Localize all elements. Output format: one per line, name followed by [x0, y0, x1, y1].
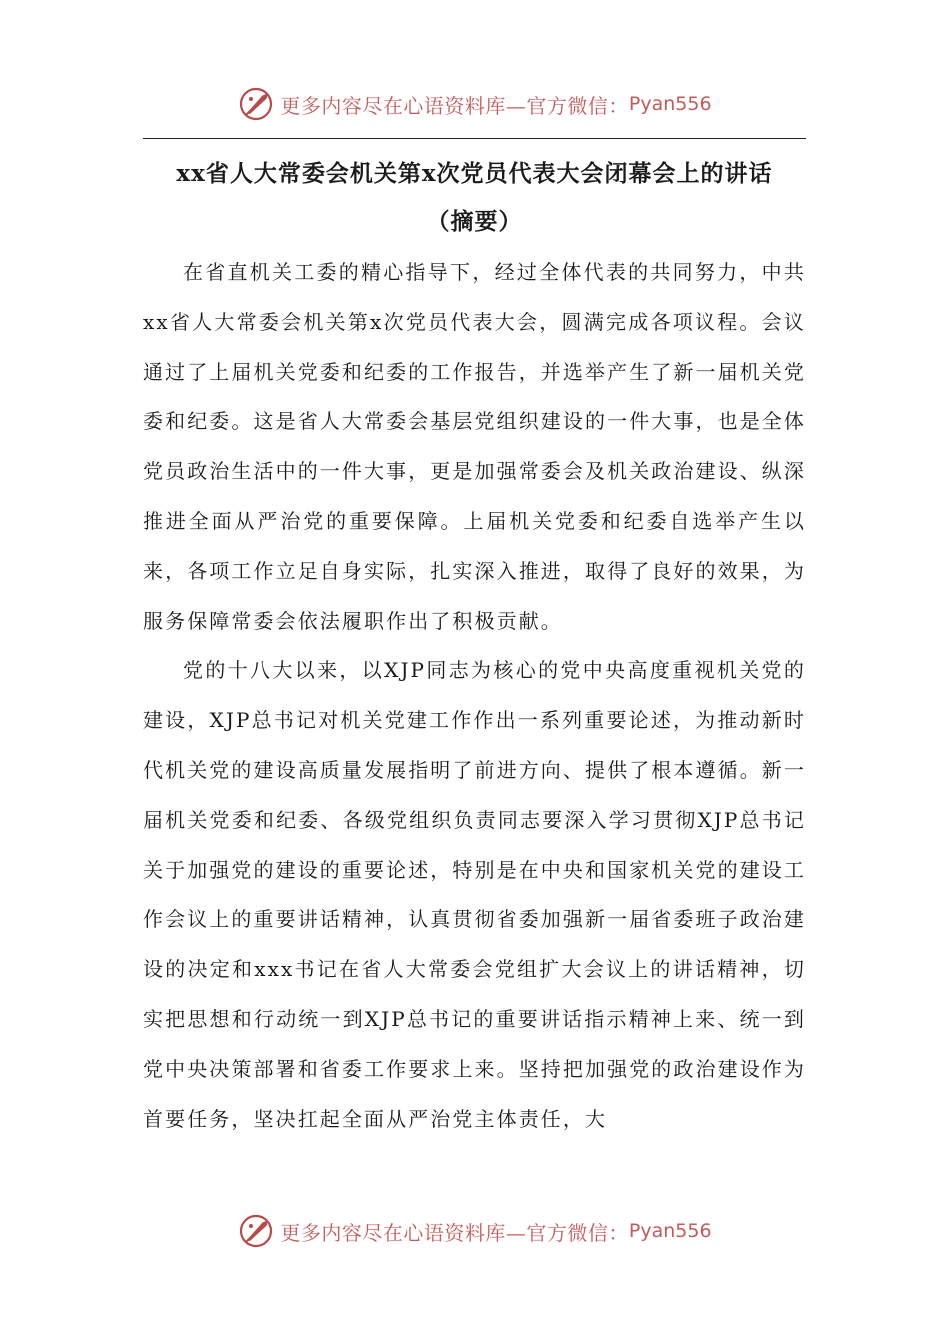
- document-title: xx省人大常委会机关第x次党员代表大会闭幕会上的讲话: [176, 160, 773, 187]
- quill-logo-icon: [238, 1213, 274, 1249]
- document-subtitle: （摘要）: [426, 208, 523, 235]
- quill-logo-icon: [238, 86, 274, 122]
- document-body: [143, 248, 806, 1144]
- header-banner: [0, 84, 950, 124]
- banner-wechat-id: Pyan556: [628, 93, 712, 115]
- footer-banner: [0, 1211, 950, 1251]
- banner-wechat-id: Pyan556: [628, 1220, 712, 1242]
- banner-text: 更多内容尽在心语资料库—官方微信：: [280, 93, 629, 118]
- paragraph: 在省直机关工委的精心指导下，经过全体代表的共同努力，中共xx省人大常委会机关第x次党员代表大会，圆满完成各项议程。会议通过了上届机关党委和纪委的工作报告，并选举产生了新一届机关党委和纪委。这是省人大常委会基层党组织建设的一件大事，也是全体党员政治生活中的一件大事，更是加强常委会及机关政治建设、纵深推进全面从严治党的重要保障。上届机关党委和纪委自选举产生以来，各项工作立足自身实际，扎实深入推进，取得了良好的效果，为服务保障常委会依法履职作出了积极贡献。: [143, 260, 806, 633]
- banner-text: 更多内容尽在心语资料库—官方微信：: [280, 1220, 629, 1245]
- header-divider: [143, 138, 806, 139]
- paragraph: 党的十八大以来，以XJP同志为核心的党中央高度重视机关党的建设，XJP总书记对机关党建工作作出一系列重要论述，为推动新时代机关党的建设高质量发展指明了前进方向、提供了根本遵循。新一届机关党委和纪委、各级党组织负责同志要深入学习贯彻XJP总书记关于加强党的建设的重要论述，特别是在中央和国家机关党的建设工作会议上的重要讲话精神，认真贯彻省委加强新一届省委班子政治建设的决定和xxx书记在省人大常委会党组扩大会议上的讲话精神，切实把思想和行动统一到XJP总书记的重要讲话指示精神上来、统一到党中央决策部署和省委工作要求上来。坚持把加强党的政治建设作为首要任务，坚决扛起全面从严治党主体责任，大: [143, 658, 806, 1131]
